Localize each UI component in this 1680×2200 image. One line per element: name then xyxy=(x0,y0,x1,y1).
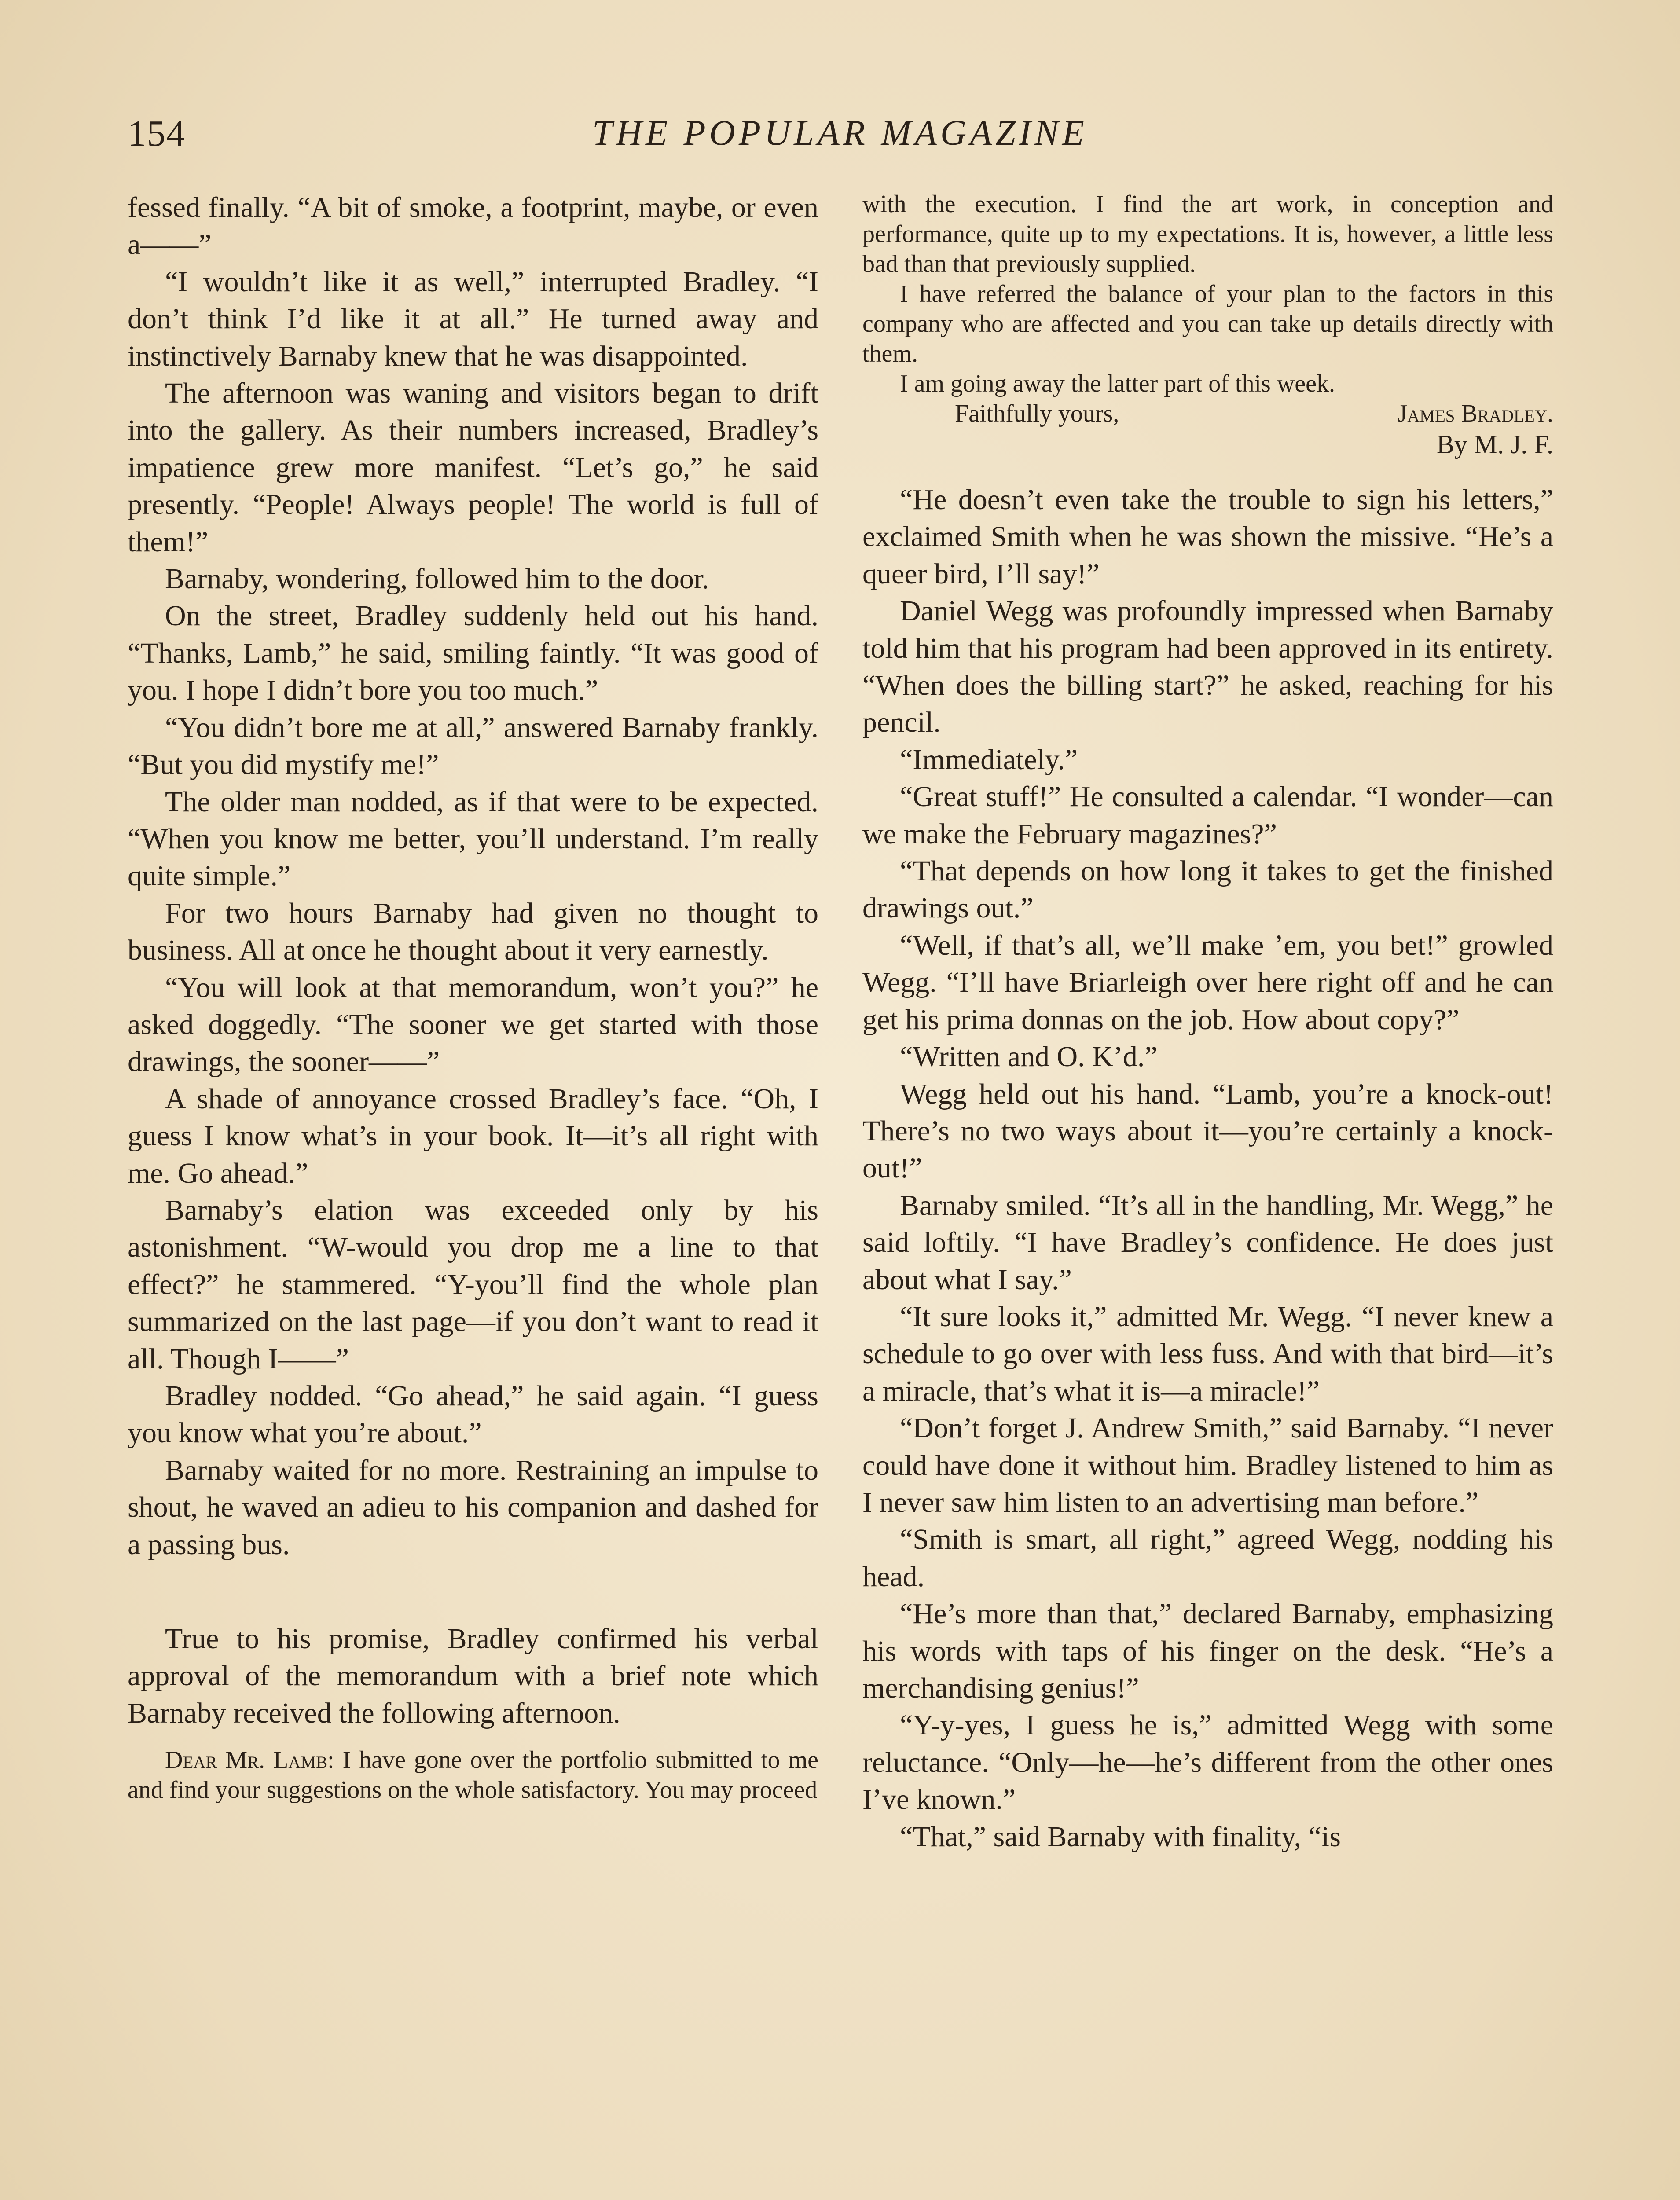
paragraph: “He’s more than that,” declared Barnaby, emphasizing his words with taps of his finger on the desk. “He’s a merchandising genius!” xyxy=(862,1598,1553,1704)
paragraph: Bradley nodded. “Go ahead,” he said again. “I guess you know what you’re about.” xyxy=(128,1380,818,1449)
paragraph: “I wouldn’t like it as well,” interrupted Bradley. “I don’t think I’d like it at all.” He turned away and instinctively Barnaby knew that he was disappointed. xyxy=(128,265,818,372)
running-title: THE POPULAR MAGAZINE xyxy=(592,113,1088,153)
paragraph: Daniel Wegg was profoundly impressed when Barnaby told him that his program had been approved in its entirety. “When does the billing start?” he asked, reaching for his pencil. xyxy=(862,595,1553,739)
paragraph: Barnaby, wondering, followed him to the door. xyxy=(165,563,709,595)
letter-paragraph: I have referred the balance of your plan to the factors in this company who are affected and you can take up details directly with them. xyxy=(862,280,1553,367)
paragraph: For two hours Barnaby had given no thought to business. All at once he thought about it very earnestly. xyxy=(128,897,818,967)
paragraph: “Written and O. K’d.” xyxy=(900,1041,1158,1073)
paragraph: “It sure looks it,” admitted Mr. Wegg. “I never knew a schedule to go over with less fuss. And with that bird—it’s a miracle, that’s what it is—a miracle!” xyxy=(862,1300,1553,1407)
page-header xyxy=(128,112,1552,165)
letter-byline: By M. J. F. xyxy=(1436,430,1553,459)
paragraph: The afternoon was waning and visitors began to drift into the gallery. As their numbers increased, Bradley’s impatience grew more manifest. “Let’s go,” he said presently. “People! Always people! The world is full of them!” xyxy=(128,377,818,558)
page-number: 154 xyxy=(128,113,186,154)
paragraph: “Immediately.” xyxy=(900,743,1078,776)
paragraph: “You will look at that memorandum, won’t you?” he asked doggedly. “The sooner we get started with those drawings, the sooner——” xyxy=(128,971,818,1078)
left-column xyxy=(128,189,818,1805)
paragraph: Wegg held out his hand. “Lamb, you’re a knock-out! There’s no two ways about it—you’re certainly a knock-out!” xyxy=(862,1078,1553,1184)
paragraph: “That,” said Barnaby with finality, “is xyxy=(900,1820,1341,1853)
paragraph: “Well, if that’s all, we’ll make ’em, you bet!” growled Wegg. “I’ll have Briarleigh over here right off and he can get his prima donnas on the job. How about copy?” xyxy=(862,929,1553,1036)
paragraph: The older man nodded, as if that were to be expected. “When you know me better, you’ll understand. I’m really quite simple.” xyxy=(128,785,818,892)
paragraph: Barnaby waited for no more. Restraining an impulse to shout, he waved an adieu to his companion and dashed for a passing bus. xyxy=(128,1454,818,1561)
letter-opening xyxy=(128,1745,818,1805)
paragraph: “He doesn’t even take the trouble to sign his letters,” exclaimed Smith when he was shown the missive. “He’s a queer bird, I’ll say!” xyxy=(862,484,1553,590)
paragraph: “Don’t forget J. Andrew Smith,” said Barnaby. “I never could have done it without him. Bradley listened to him as I never saw him listen to an advertising man before.” xyxy=(862,1412,1553,1518)
letter-paragraph: I am going away the latter part of this week. xyxy=(900,370,1335,397)
paragraph: Barnaby’s elation was exceeded only by his astonishment. “W-would you drop me a line to that effect?” he stammered. “Y-you’ll find the whole plan summarized on the last page—if you don’t want to read it all. Though I——” xyxy=(128,1194,818,1375)
letter-salutation: Dear Mr. Lamb: xyxy=(165,1746,334,1774)
paragraph: “You didn’t bore me at all,” answered Barnaby frankly. “But you did mystify me!” xyxy=(128,711,818,781)
letter-signature: James Bradley. xyxy=(1398,400,1553,427)
paragraph: “Smith is smart, all right,” agreed Wegg, nodding his head. xyxy=(862,1523,1553,1593)
paragraph: True to his promise, Bradley confirmed his verbal approval of the memorandum with a brief note which Barnaby received the following afternoon. xyxy=(128,1623,818,1729)
letter-signoff xyxy=(862,399,1553,429)
paragraph: Barnaby smiled. “It’s all in the handling, Mr. Wegg,” he said loftily. “I have Bradley’s confidence. He does just about what I say.” xyxy=(862,1189,1553,1296)
paragraph: On the street, Bradley suddenly held out his hand. “Thanks, Lamb,” he said, smiling faintly. “It was good of you. I hope I didn’t bore you too much.” xyxy=(128,600,818,707)
letter-text: I have gone over the portfolio submitted to me and find your suggestions on the whole satisfactory. You may proceed xyxy=(128,1746,819,1804)
letter-closing: Faithfully yours, xyxy=(955,400,1119,427)
paragraph: “Great stuff!” He consulted a calendar. “I wonder—can we make the February magazines?” xyxy=(862,781,1553,850)
section-break xyxy=(128,1563,818,1621)
right-column xyxy=(862,189,1553,1855)
paragraph: “Y-y-yes, I guess he is,” admitted Wegg with some reluctance. “Only—he—he’s different from the other ones I’ve known.” xyxy=(862,1709,1553,1816)
paragraph: A shade of annoyance crossed Bradley’s face. “Oh, I guess I know what’s in your book. It—it’s all right with me. Go ahead.” xyxy=(128,1082,818,1189)
letter-paragraph: with the execution. I find the art work, in conception and performance, quite up to my expectations. It is, however, a little less bad than that previously supplied. xyxy=(862,191,1553,278)
paragraph: “That depends on how long it takes to get the finished drawings out.” xyxy=(862,855,1553,924)
paragraph: fessed finally. “A bit of smoke, a footprint, maybe, or even a——” xyxy=(128,191,818,261)
